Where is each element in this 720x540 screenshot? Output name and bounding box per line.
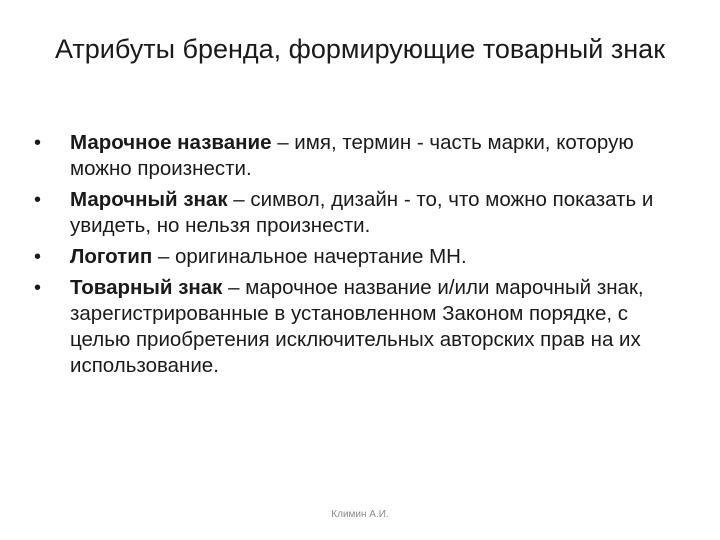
bullet-icon: •: [34, 132, 42, 154]
bullet-item: [34, 130, 684, 182]
bullet-icon: •: [34, 189, 42, 211]
bullet-definition: – марочное название и/или марочный знак, зарегистрированные в установленном Законом порядке, с целью приобретения исключительных авторских прав на их использование.: [70, 276, 644, 377]
bullet-item: [34, 244, 684, 270]
bullet-icon: •: [34, 277, 42, 299]
slide-title: Атрибуты бренда, формирующие товарный знак: [54, 34, 666, 64]
bullet-definition: – символ, дизайн - то, что можно показать и увидеть, но нельзя произнести.: [70, 188, 654, 237]
bullet-term: Товарный знак: [70, 276, 223, 299]
footer-author: Климин А.И.: [331, 509, 389, 520]
bullet-definition: – оригинальное начертание МН.: [152, 245, 467, 268]
bullet-definition: – имя, термин - часть марки, которую можно произнести.: [70, 131, 634, 180]
bullet-term: Марочный знак: [70, 188, 228, 211]
bullet-item: [34, 275, 684, 379]
bullet-term: Марочное название: [70, 131, 272, 154]
bullet-list: [34, 130, 684, 384]
bullet-term: Логотип: [70, 245, 153, 268]
bullet-icon: •: [34, 246, 42, 268]
bullet-item: [34, 187, 684, 239]
